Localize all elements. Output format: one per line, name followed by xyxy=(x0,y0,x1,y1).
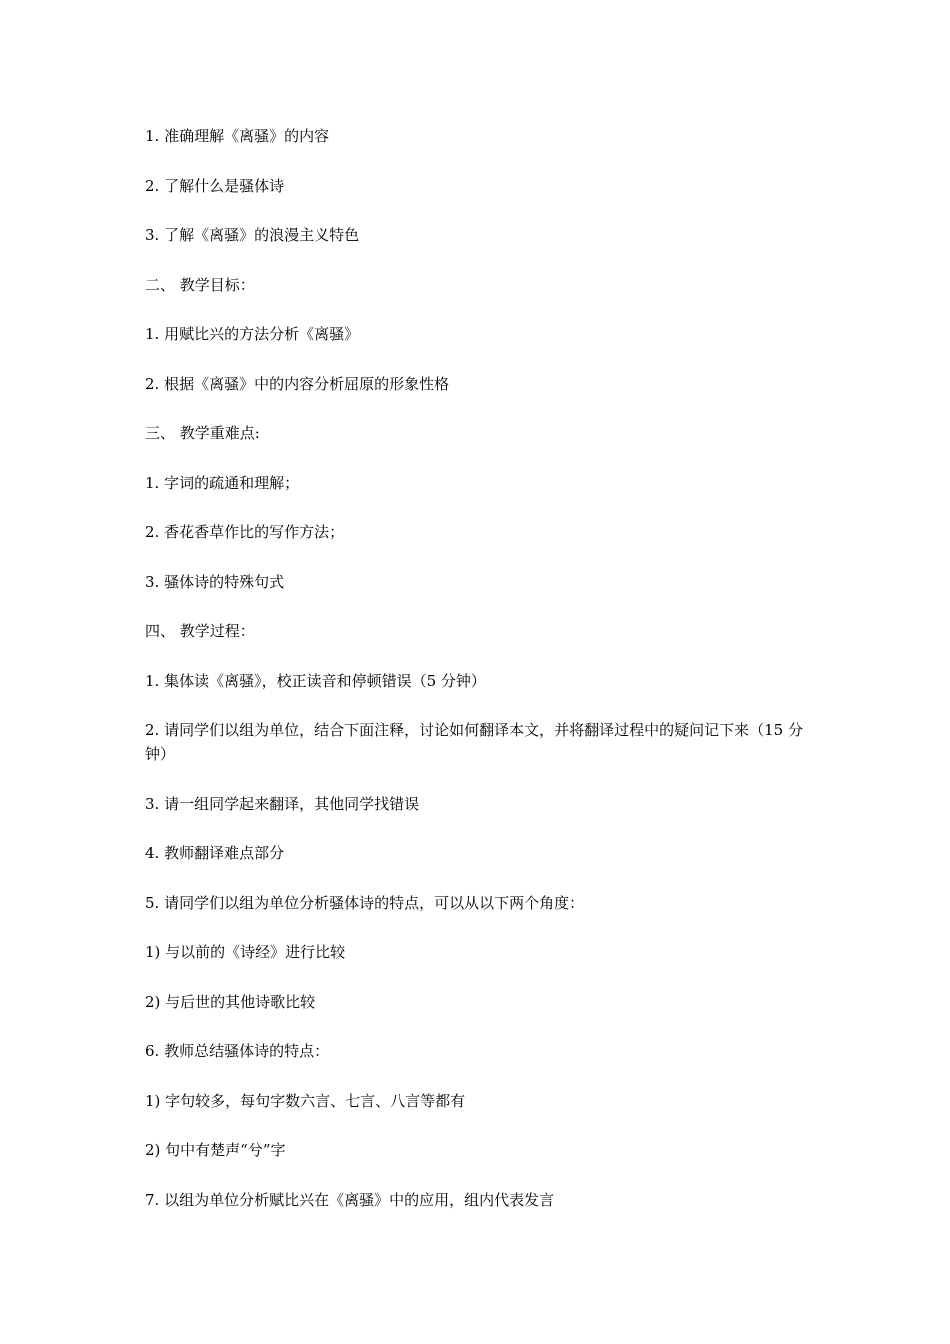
paragraph-process-7: 7. 以组为单位分析赋比兴在《离骚》中的应用，组内代表发言 xyxy=(145,1190,555,1209)
paragraph-process-2: 2. 请同学们以组为单位，结合下面注释，讨论如何翻译本文，并将翻译过程中的疑问记下来（15 分钟） xyxy=(145,721,803,763)
paragraph-key-point-1: 1. 字词的疏通和理解； xyxy=(145,473,300,492)
paragraph-objective-1: 1. 用赋比兴的方法分析《离骚》 xyxy=(145,325,360,343)
paragraph-goal-2: 2. 了解什么是骚体诗 xyxy=(145,176,285,195)
paragraph-key-point-2: 2. 香花香草作比的写作方法； xyxy=(145,523,345,541)
paragraph-goal-3: 3. 了解《离骚》的浪漫主义特色 xyxy=(145,226,360,244)
document-body xyxy=(145,124,810,1237)
paragraph-goal-1: 1. 准确理解《离骚》的内容 xyxy=(145,127,330,145)
paragraph-process-1: 1. 集体读《离骚》，校正读音和停顿错误（5 分钟） xyxy=(145,671,486,690)
paragraph-process-6: 6. 教师总结骚体诗的特点： xyxy=(145,1042,330,1060)
paragraph-process-4: 4. 教师翻译难点部分 xyxy=(145,844,285,862)
paragraph-process-5: 5. 请同学们以组为单位分析骚体诗的特点，可以从以下两个角度： xyxy=(145,893,585,912)
paragraph-objective-2: 2. 根据《离骚》中的内容分析屈原的形象性格 xyxy=(145,374,450,393)
paragraph-key-point-3: 3. 骚体诗的特殊句式 xyxy=(145,572,285,591)
paragraph-process-6-sub-2: 2) 句中有楚声“兮”字 xyxy=(145,1141,286,1159)
paragraph-process-6-sub-1: 1) 字句较多，每句字数六言、七言、八言等都有 xyxy=(145,1091,466,1110)
section-heading-key-points: 三、 教学重难点: xyxy=(145,424,260,442)
section-heading-process: 四、 教学过程： xyxy=(145,622,255,640)
paragraph-process-5-sub-1: 1) 与以前的《诗经》进行比较 xyxy=(145,943,346,961)
paragraph-process-3: 3. 请一组同学起来翻译，其他同学找错误 xyxy=(145,794,420,813)
paragraph-process-5-sub-2: 2) 与后世的其他诗歌比较 xyxy=(145,992,316,1011)
section-heading-objectives: 二、 教学目标： xyxy=(145,275,255,294)
